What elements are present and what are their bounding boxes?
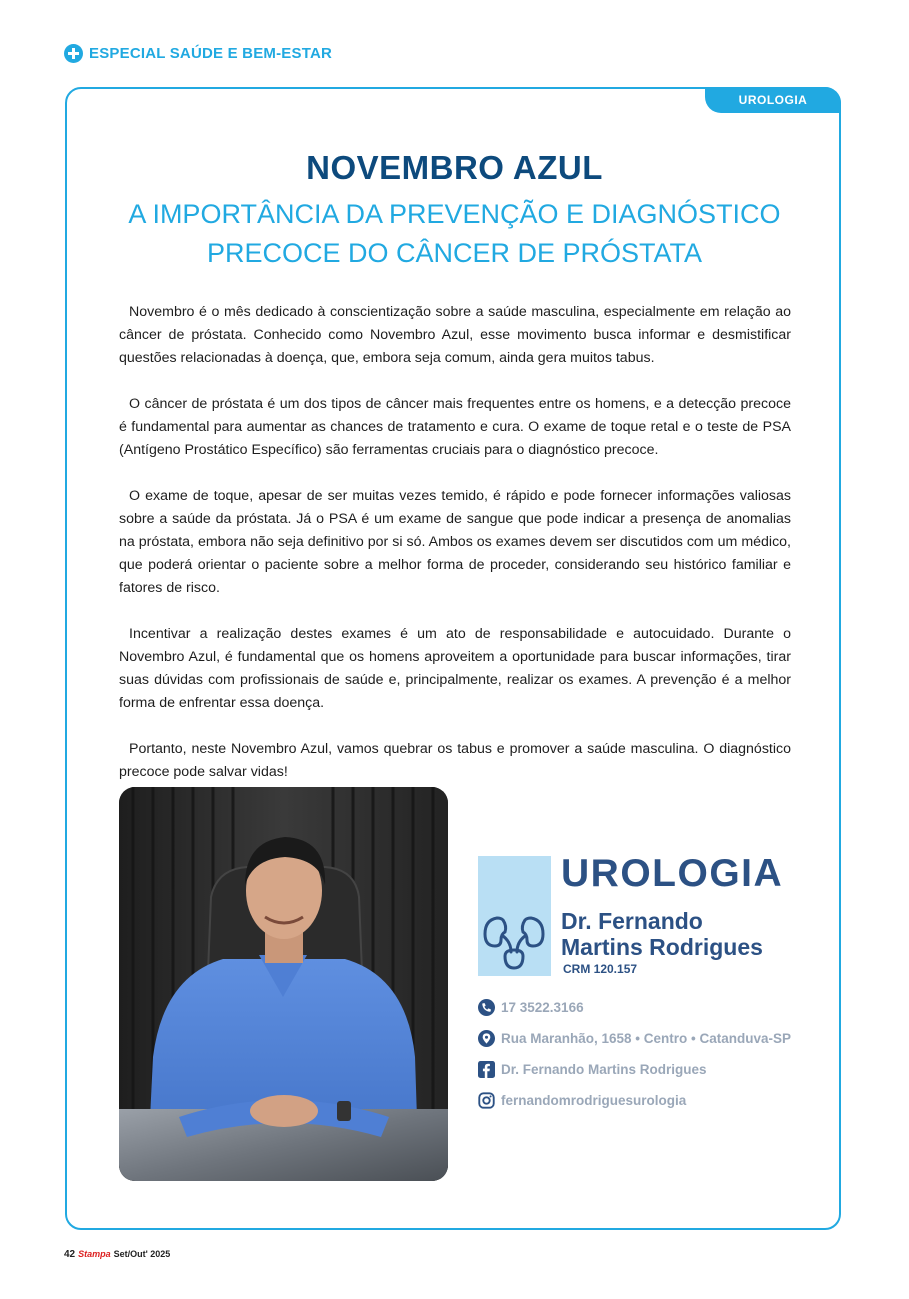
contact-phone [478,999,584,1016]
article-body [119,301,791,807]
magazine-brand: Stampa [78,1249,111,1259]
doctor-name-line2: Martins Rodrigues [561,934,763,960]
facebook-text: Dr. Fernando Martins Rodrigues [501,1062,707,1077]
card-specialty: UROLOGIA [561,852,784,895]
paragraph: O câncer de próstata é um dos tipos de câncer mais frequentes entre os homens, e a detecção precoce é fundamental para aumentar as chances de tratamento e cura. O exame de toque retal e o teste de PSA (Antígeno Prostático Específico) são ferramentas cruciais para o diagnóstico precoce. [119,396,791,458]
page-number: 42 [64,1249,76,1260]
phone-icon [478,999,495,1016]
section-title: ESPECIAL SAÚDE E BEM-ESTAR [89,45,333,62]
article-title: NOVEMBRO AZUL [306,149,603,186]
phone-text: 17 3522.3166 [501,1000,584,1015]
instagram-text: fernandomrodriguesurologia [501,1093,687,1108]
paragraph: Portanto, neste Novembro Azul, vamos quebrar os tabus e promover a saúde masculina. O diagnóstico precoce pode salvar vidas! [119,741,791,780]
doctor-name [561,908,763,960]
location-pin-icon [478,1030,495,1047]
paragraph: O exame de toque, apesar de ser muitas vezes temido, é rápido e pode fornecer informações valiosas sobre a saúde da próstata. Já o PSA é um exame de sangue que pode indicar a presença de anomalias na próstata, embora não seja definitivo por si só. Ambos os exames devem ser discutidos com um médico, que poderá orientar o paciente sobre a melhor forma de proceder, considerando seu histórico familiar e fatores de risco. [119,488,791,596]
section-header [64,44,332,63]
doctor-portrait-image [119,787,448,1181]
kidney-urinary-icon [483,912,545,972]
article-subtitle: A IMPORTÂNCIA DA PREVENÇÃO E DIAGNÓSTICO PRECOCE DO CÂNCER DE PRÓSTATA [128,199,781,268]
category-tag: UROLOGIA [705,87,841,113]
issue-date: Set/Out' 2025 [113,1249,171,1259]
plus-icon [64,44,83,63]
contact-instagram [478,1092,686,1109]
contact-facebook [478,1061,707,1078]
instagram-icon [478,1092,495,1109]
facebook-icon [478,1061,495,1078]
doctor-photo [119,787,448,1181]
contact-address [478,1030,791,1047]
page-footer [64,1249,170,1260]
doctor-name-line1: Dr. Fernando [561,908,703,934]
paragraph: Novembro é o mês dedicado à conscientização sobre a saúde masculina, especialmente em relação ao câncer de próstata. Conhecido como Novembro Azul, esse movimento busca informar e desmistificar questões relacionadas à doença, que, embora seja comum, ainda gera muitos tabus. [119,304,791,366]
address-text: Rua Maranhão, 1658 • Centro • Catanduva-SP [501,1031,792,1046]
doctor-crm: CRM 120.157 [563,962,638,976]
paragraph: Incentivar a realização destes exames é um ato de responsabilidade e autocuidado. Durante o Novembro Azul, é fundamental que os homens aproveitem a oportunidade para buscar informações, tirar suas dúvidas com profissionais de saúde e, principalmente, realizar os exames. A prevenção é a melhor forma de enfrentar essa doença. [119,626,791,711]
